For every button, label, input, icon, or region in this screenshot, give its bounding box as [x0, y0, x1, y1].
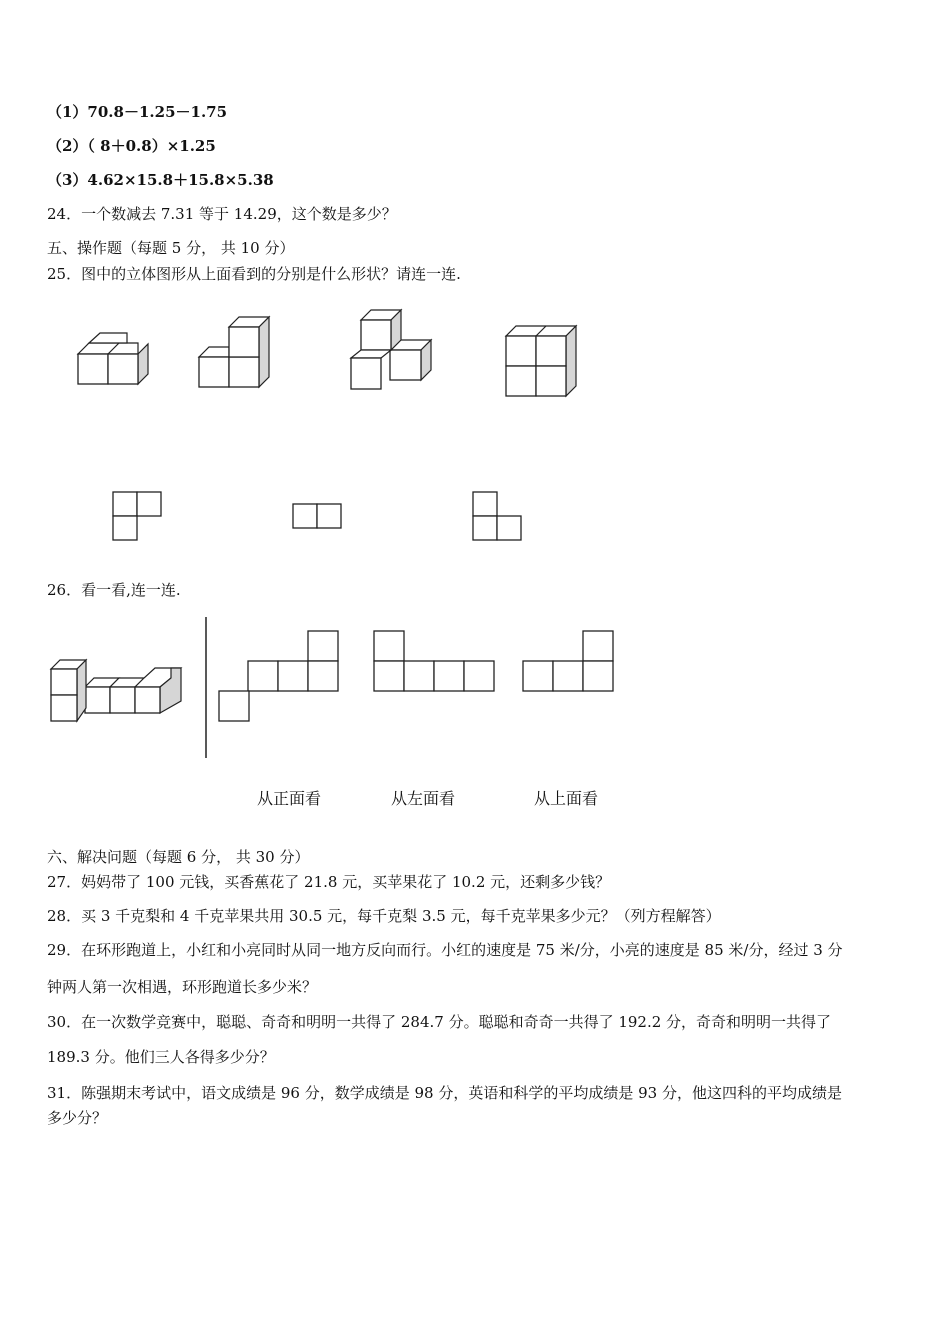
question-29-line-2: 钟两人第一次相遇，环形跑道长多少米？ — [47, 978, 318, 996]
q25-solid-d — [506, 326, 576, 396]
view-label-top[interactable]: 从上面看 — [534, 789, 599, 808]
question-27: 27．妈妈带了 100 元钱，买香蕉花了 21.8 元，买苹果花了 10.2 元，还剩多少钱？ — [47, 873, 611, 891]
question-24: 24．一个数减去 7.31 等于 14.29，这个数是多少？ — [47, 205, 397, 223]
q26-solid — [51, 660, 181, 721]
question-30-line-1: 30．在一次数学竞赛中，聪聪、奇奇和明明一共得了 284.7 分。聪聪和奇奇一共得了 192.2 分，奇奇和明明一共得了 — [47, 1013, 832, 1031]
q26-view-shape-2[interactable] — [374, 631, 494, 691]
view-label-left[interactable]: 从左面看 — [391, 789, 456, 808]
section-6-heading: 六、解决问题（每题 6 分， 共 30 分） — [47, 848, 310, 866]
q25-solid-a — [78, 333, 148, 384]
q25-solid-b — [199, 317, 269, 387]
q25-view-option-1[interactable] — [113, 492, 161, 540]
question-31-line-2: 多少分？ — [47, 1109, 108, 1127]
question-28: 28．买 3 千克梨和 4 千克苹果共用 30.5 元，每千克梨 3.5 元，每千克苹果多少元？（列方程解答） — [47, 907, 721, 925]
question-26: 26．看一看,连一连. — [47, 581, 181, 599]
q25-view-option-2[interactable] — [293, 504, 341, 528]
calc-item-1: （1）70.8－1.25－1.75 — [47, 103, 228, 121]
view-label-front[interactable]: 从正面看 — [257, 789, 322, 808]
q26-view-shape-1[interactable] — [219, 631, 338, 721]
question-30-line-2: 189.3 分。他们三人各得多少分？ — [47, 1048, 275, 1066]
question-25: 25．图中的立体图形从上面看到的分别是什么形状？请连一连. — [47, 265, 461, 283]
section-5-heading: 五、操作题（每题 5 分， 共 10 分） — [47, 239, 295, 257]
calc-item-3: （3）4.62×15.8＋15.8×5.38 — [47, 171, 274, 189]
q25-view-option-3[interactable] — [473, 492, 521, 540]
question-31-line-1: 31．陈强期末考试中，语文成绩是 96 分，数学成绩是 98 分，英语和科学的平均成绩是 93 分，他这四科的平均成绩是 — [47, 1084, 842, 1102]
question-29-line-1: 29．在环形跑道上，小红和小亮同时从同一地方反向而行。小红的速度是 75 米/分，小亮的速度是 85 米/分，经过 3 分 — [47, 941, 843, 959]
q25-solid-c — [351, 310, 431, 389]
calc-item-2: （2）（ 8＋0.8）×1.25 — [47, 137, 216, 155]
q26-view-shape-3[interactable] — [523, 631, 613, 691]
